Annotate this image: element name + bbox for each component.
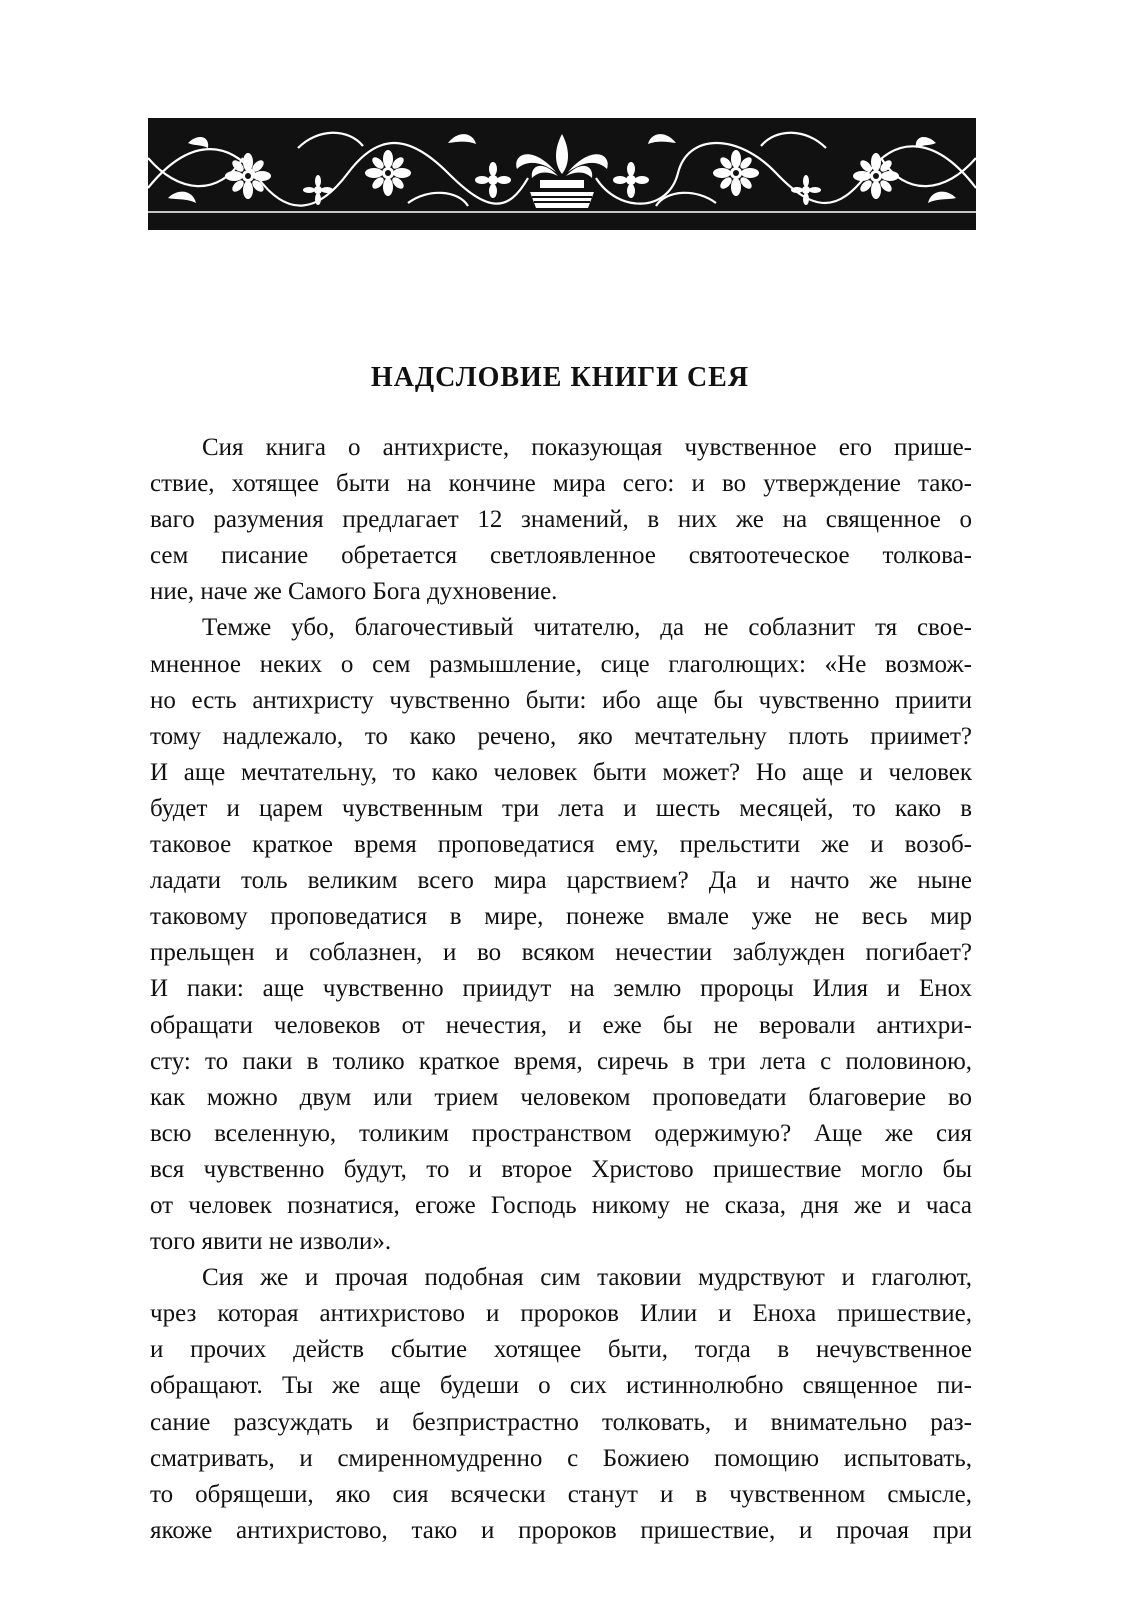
text-line: И аще мечтательну, то како человек быти может? Но аще и человек [150, 758, 972, 786]
text-line: то обрящеши, яко сия всячески станут и в чувственном смысле, [150, 1480, 972, 1508]
body-text [150, 430, 972, 1549]
text-line: тому надлежало, то како речено, яко мечтательну плоть приимет? [150, 722, 972, 750]
text-line: таковое краткое время проповедатися ему, прельстити же и возоб- [150, 831, 972, 859]
text-line: обращают. Ты же аще будеши о сих истиннолюбно священное пи- [150, 1372, 972, 1400]
text-line: сматривать, и смиренномудренно с Божиею помощию испытовать, [150, 1444, 972, 1472]
text-line: якоже антихристово, тако и пророков пришествие, и прочая при [150, 1516, 972, 1544]
text-line: И паки: аще чувственно приидут на землю пророцы Илия и Енох [150, 975, 972, 1003]
text-line: вся чувственно будут, то и второе Христово пришествие могло бы [150, 1155, 972, 1183]
text-line: мненное неких о сем размышление, сице глаголющих: «Не возмож- [150, 650, 972, 678]
text-line: таковому проповедатися в мире, понеже вмале уже не весь мир [150, 903, 972, 931]
text-line: Темже убо, благочестивый читателю, да не соблазнит тя свое- [202, 614, 972, 642]
text-line: всю вселенную, толиким пространством одержимую? Аще же сия [150, 1119, 972, 1147]
text-line: чрез которая антихристово и пророков Илии и Еноха пришествие, [150, 1300, 972, 1328]
text-line: и прочих действ сбытие хотящее быти, тогда в нечувственное [150, 1336, 972, 1364]
paragraph [150, 610, 972, 1260]
text-line: от человек познатися, егоже Господь никому не сказа, дня же и часа [150, 1191, 972, 1219]
text-line: сту: то паки в толико краткое время, сиречь в три лета с половиною, [150, 1047, 972, 1075]
text-line: ладати толь великим всего мира царствием? Да и начто же ныне [150, 867, 972, 895]
chapter-title: НАДСЛОВИЕ КНИГИ СЕЯ [370, 362, 750, 393]
paragraph [150, 430, 972, 610]
text-line: как можно двум или трием человеком проповедати благоверие во [150, 1083, 972, 1111]
text-line: ствие, хотящее быти на кончине мира сего: и во утверждение тако- [150, 470, 972, 498]
text-line: того явити не изволи». [150, 1228, 392, 1256]
text-line: сем писание обретается светлоявленное святоотеческое толкова- [150, 542, 972, 570]
text-line: прельщен и соблазнен, и во всяком нечестии заблужден погибает? [150, 939, 972, 967]
floral-ornament-headpiece [148, 118, 976, 230]
text-line: Сия же и прочая подобная сим таковии мудрствуют и глаголют, [202, 1264, 972, 1292]
paragraph [150, 1260, 972, 1549]
text-line: сание разсуждать и безпристрастно толковать, и внимательно раз- [150, 1408, 972, 1436]
text-line: но есть антихристу чувственно быти: ибо аще бы чувственно приити [150, 686, 972, 714]
floral-ornament-icon [148, 118, 976, 230]
text-line: обращати человеков от нечестия, и еже бы не веровали антихри- [150, 1011, 972, 1039]
text-line: ваго разумения предлагает 12 знамений, в них же на священное о [150, 506, 972, 534]
text-line: ние, наче же Самого Бога духновение. [150, 578, 558, 606]
text-line: Сия книга о антихристе, показующая чувственное его прише- [202, 434, 972, 461]
text-line: будет и царем чувственным три лета и шесть месяцей, то како в [150, 794, 972, 822]
